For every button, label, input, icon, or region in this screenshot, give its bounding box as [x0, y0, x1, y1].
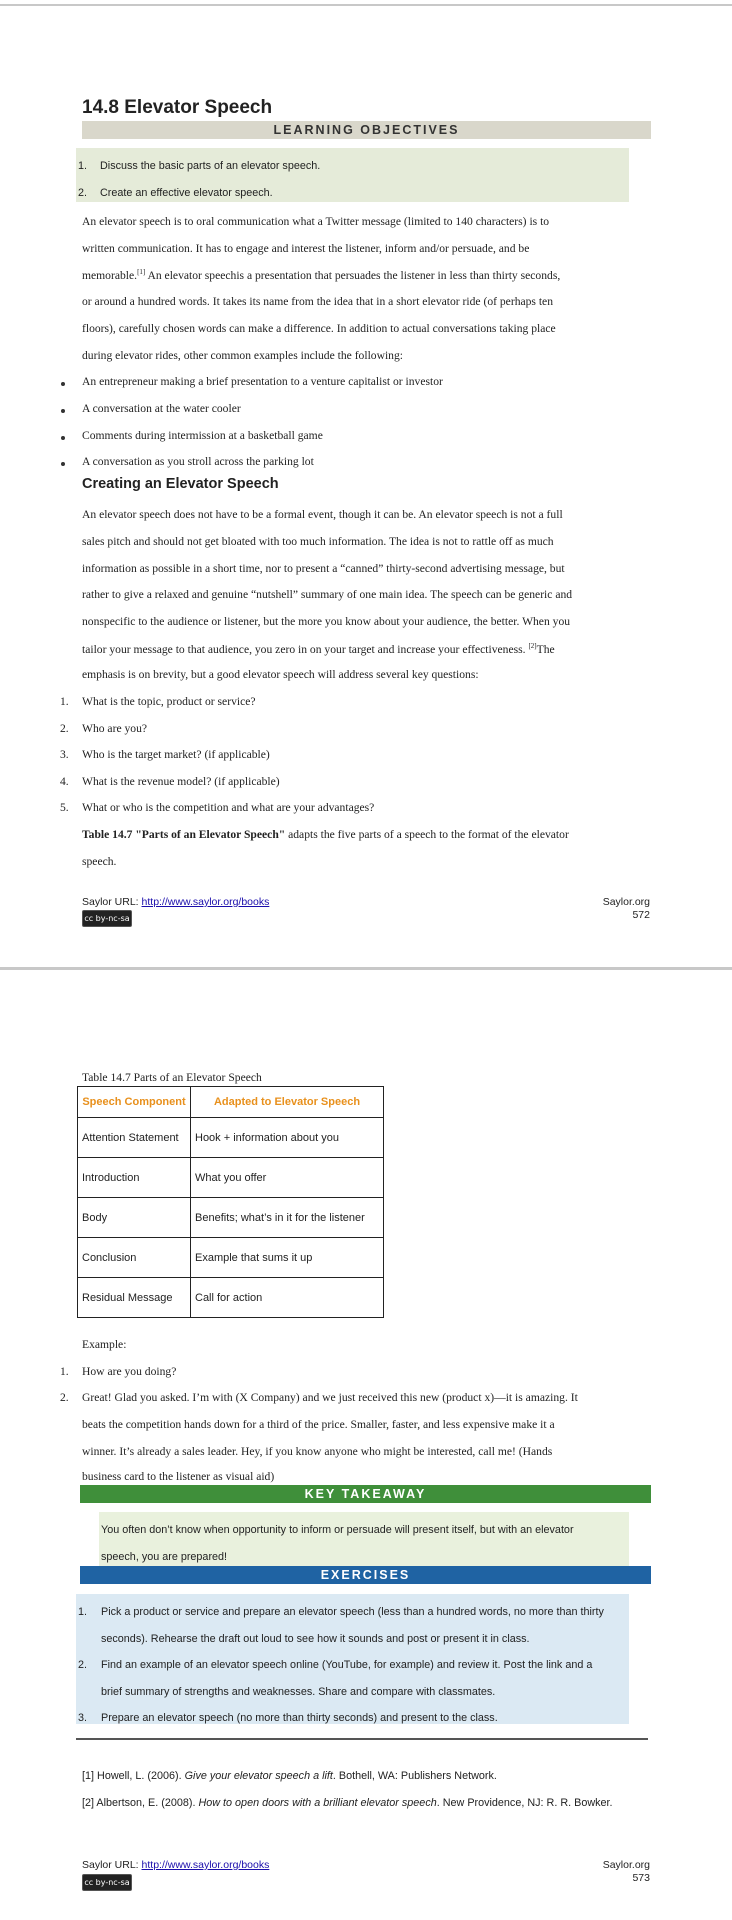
cc-license-badge: cc by-nc-sa	[82, 910, 132, 927]
page-top-border	[0, 4, 732, 6]
footer-url: Saylor URL: http://www.saylor.org/books	[82, 1859, 270, 1871]
page-number: 572	[632, 909, 650, 921]
body-text-line: rather to give a relaxed and genuine “nutshell” summary of one main idea. The speech can be generic and	[82, 588, 573, 601]
list-num: 5.	[60, 801, 69, 814]
objective-item: Create an effective elevator speech.	[100, 187, 273, 199]
objective-num: 1.	[78, 160, 88, 172]
list-num: 2.	[60, 722, 69, 735]
body-text-line: information as possible in a short time, nor to present a “canned” thirty-second advertising message, but	[82, 562, 565, 575]
subsection-title: Creating an Elevator Speech	[82, 476, 279, 492]
exercise-line: Pick a product or service and prepare an elevator speech (less than a hundred words, no more than thirty	[101, 1606, 604, 1618]
list-num: 4.	[60, 775, 69, 788]
table-row: Conclusion Example that sums it up	[78, 1238, 384, 1278]
page-number: 573	[632, 1872, 650, 1884]
learning-objectives-header: LEARNING OBJECTIVES	[82, 121, 651, 139]
exercises-header: EXERCISES	[80, 1566, 651, 1584]
page-footer-right	[603, 896, 650, 922]
bullet-item: An entrepreneur making a brief presentation to a venture capitalist or investor	[82, 375, 443, 388]
objective-num: 2.	[78, 187, 88, 199]
table-caption: Table 14.7 Parts of an Elevator Speech	[82, 1071, 262, 1084]
takeaway-line: speech, you are prepared!	[101, 1551, 228, 1563]
body-text-line: An elevator speech does not have to be a formal event, though it can be. An elevator speech is not a full	[82, 508, 563, 521]
bullet-dot	[61, 462, 65, 466]
exercise-line: seconds). Rehearse the draft out loud to see how it sounds and post or present it in class.	[101, 1633, 530, 1645]
parts-table	[77, 1086, 384, 1318]
table-row: Attention Statement Hook + information about you	[78, 1118, 384, 1158]
question-item: What is the topic, product or service?	[82, 695, 256, 708]
exercise-num: 2.	[78, 1659, 88, 1671]
exercise-line: brief summary of strengths and weaknesses. Share and compare with classmates.	[101, 1686, 496, 1698]
exercise-num: 3.	[78, 1712, 88, 1724]
body-text-line: emphasis is on brevity, but a good elevator speech will address several key questions:	[82, 668, 479, 681]
body-text-line: speech.	[82, 855, 117, 868]
bullet-item: Comments during intermission at a basketball game	[82, 429, 323, 442]
footer-url: Saylor URL: http://www.saylor.org/books	[82, 896, 270, 908]
question-item: Who is the target market? (if applicable)	[82, 748, 270, 761]
table-reference-line: Table 14.7 "Parts of an Elevator Speech" adapts the five parts of a speech to the format of the elevator	[82, 828, 569, 841]
body-text-line: memorable.[1] An elevator speechis a presentation that persuades the listener in less than thirty seconds,	[82, 268, 561, 282]
question-item: Who are you?	[82, 722, 148, 735]
body-text-line: floors), carefully chosen words can make a difference. In addition to actual conversations taking place	[82, 322, 556, 335]
table-row: Residual Message Call for action	[78, 1278, 384, 1318]
bullet-dot	[61, 382, 65, 386]
exercise-line: Prepare an elevator speech (no more than thirty seconds) and present to the class.	[101, 1712, 498, 1724]
bullet-dot	[61, 409, 65, 413]
bullet-dot	[61, 436, 65, 440]
body-text-line: tailor your message to that audience, you zero in on your target and increase your effectiveness. [2]The	[82, 642, 555, 656]
reference-item: [1] Howell, L. (2006). Give your elevator speech a lift. Bothell, WA: Publishers Network.	[82, 1770, 497, 1782]
body-text-line: nonspecific to the audience or listener, but the more you know about your audience, the better. When you	[82, 615, 571, 628]
body-text-line: or around a hundred words. It takes its name from the idea that in a short elevator ride (of perhaps ten	[82, 295, 554, 308]
table-header-cell: Speech Component	[78, 1087, 191, 1118]
body-text-line: sales pitch and should not get bloated with too much information. The idea is not to rattle off as much	[82, 535, 554, 548]
example-line: winner. It’s already a sales leader. Hey, if you know anyone who might be interested, call me! (Hands	[82, 1445, 553, 1458]
saylor-books-link[interactable]: http://www.saylor.org/books	[141, 896, 270, 908]
body-text-line: An elevator speech is to oral communication what a Twitter message (limited to 140 characters) is to	[82, 215, 550, 228]
page-footer-right	[603, 1859, 650, 1885]
exercise-line: Find an example of an elevator speech online (YouTube, for example) and review it. Post the link and a	[101, 1659, 593, 1671]
example-line: How are you doing?	[82, 1365, 177, 1378]
body-text-line: during elevator rides, other common examples include the following:	[82, 349, 403, 362]
saylor-books-link[interactable]: http://www.saylor.org/books	[141, 1859, 270, 1871]
bullet-item: A conversation at the water cooler	[82, 402, 241, 415]
footnote-ref[interactable]: [1]	[137, 268, 146, 276]
question-item: What or who is the competition and what are your advantages?	[82, 801, 375, 814]
table-row: Body Benefits; what’s in it for the listener	[78, 1198, 384, 1238]
table-row: Introduction What you offer	[78, 1158, 384, 1198]
objective-item: Discuss the basic parts of an elevator speech.	[100, 160, 321, 172]
cc-license-badge: cc by-nc-sa	[82, 1874, 132, 1891]
example-line: business card to the listener as visual aid)	[82, 1470, 275, 1483]
table-header-cell: Adapted to Elevator Speech	[191, 1087, 384, 1118]
takeaway-line: You often don’t know when opportunity to inform or persuade will present itself, but with an elevator	[101, 1524, 574, 1536]
list-num: 1.	[60, 1365, 69, 1378]
reference-item: [2] Albertson, E. (2008). How to open doors with a brilliant elevator speech. New Providence, NJ: R. R. Bowker.	[82, 1797, 613, 1809]
key-takeaway-header: KEY TAKEAWAY	[80, 1485, 651, 1503]
footer-org: Saylor.org	[602, 896, 650, 908]
footnote-divider	[76, 1738, 648, 1740]
footer-org: Saylor.org	[602, 1859, 650, 1871]
bullet-item: A conversation as you stroll across the parking lot	[82, 455, 314, 468]
example-label: Example:	[82, 1338, 127, 1351]
page-break	[0, 967, 732, 970]
table-link[interactable]: Table 14.7 "Parts of an Elevator Speech"	[82, 828, 286, 841]
list-num: 2.	[60, 1391, 69, 1404]
body-text-line: written communication. It has to engage and interest the listener, inform and/or persuade, and be	[82, 242, 530, 255]
example-line: Great! Glad you asked. I’m with (X Company) and we just received this new (product x)—it is amazing. It	[82, 1391, 578, 1404]
exercise-num: 1.	[78, 1606, 88, 1618]
list-num: 1.	[60, 695, 69, 708]
section-title: 14.8 Elevator Speech	[82, 97, 273, 118]
example-line: beats the competition hands down for a third of the price. Smaller, faster, and less expensive make it a	[82, 1418, 555, 1431]
list-num: 3.	[60, 748, 69, 761]
question-item: What is the revenue model? (if applicable)	[82, 775, 280, 788]
footnote-ref[interactable]: [2]	[528, 642, 537, 650]
